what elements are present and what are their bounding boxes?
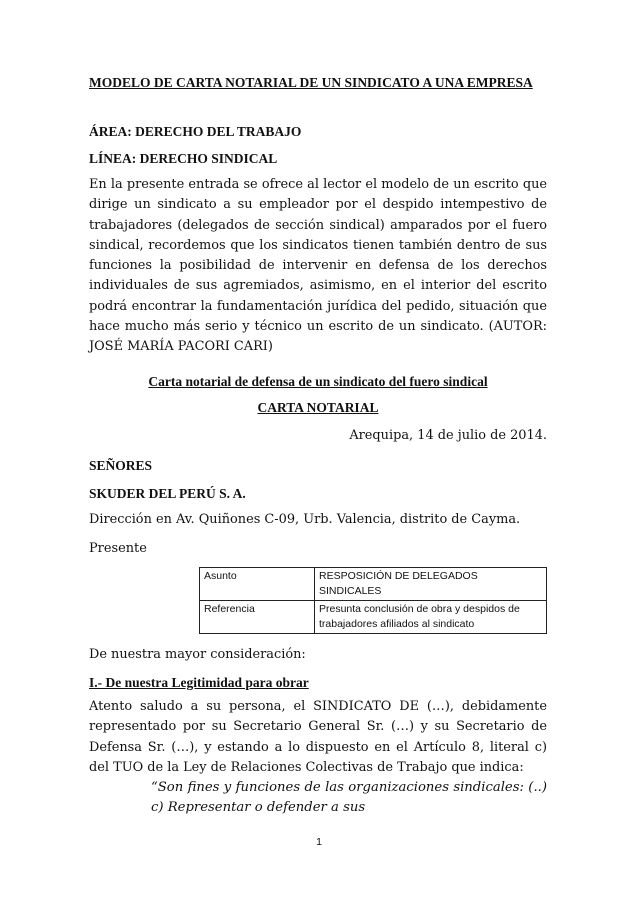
company-name: SKUDER DEL PERÚ S. A.: [89, 486, 246, 501]
referencia-value: Presunta conclusión de obra y despidos de trabajadores afiliados al sindicato: [315, 601, 547, 634]
date-line: Arequipa, 14 de julio de 2014.: [349, 428, 547, 443]
presente-line: Presente: [89, 541, 147, 556]
legal-quote: “Son fines y funciones de las organizaciones sindicales: (..) c) Representar o defender a sus: [151, 780, 547, 815]
table-row: [200, 568, 547, 601]
asunto-label: Asunto: [200, 568, 315, 601]
table-row: [200, 601, 547, 634]
reference-table: [199, 567, 547, 634]
linea-line: LÍNEA: DERECHO SINDICAL: [89, 151, 278, 166]
area-line: ÁREA: DERECHO DEL TRABAJO: [89, 124, 302, 139]
recipient-salutation: SEÑORES: [89, 458, 153, 473]
letter-title: CARTA NOTARIAL: [257, 400, 379, 415]
page-number: 1: [316, 836, 322, 848]
company-address: Dirección en Av. Quiñones C-09, Urb. Valencia, distrito de Cayma.: [89, 512, 521, 527]
section1-paragraph: Atento saludo a su persona, el SINDICATO DE (…), debidamente representado por su Secretario General Sr. (…) y su Secretario de Defensa Sr. (…), y estando a lo dispuesto en el Artículo 8, literal c) del TUO de la Ley de Relaciones Colectivas de Trabajo que indica:: [89, 699, 547, 775]
asunto-value: RESPOSICIÓN DE DELEGADOS SINDICALES: [315, 568, 547, 601]
referencia-label: Referencia: [200, 601, 315, 634]
document-title: MODELO DE CARTA NOTARIAL DE UN SINDICATO A UNA EMPRESA: [89, 75, 533, 90]
greeting-line: De nuestra mayor consideración:: [89, 647, 306, 662]
section1-heading: I.- De nuestra Legitimidad para obrar: [89, 675, 309, 690]
letter-heading: Carta notarial de defensa de un sindicato del fuero sindical: [148, 374, 488, 389]
intro-paragraph: En la presente entrada se ofrece al lector el modelo de un escrito que dirige un sindicato a su empleador por el despido intempestivo de trabajadores (delegados de sección sindical) amparados por el fuero sindical, recordemos que los sindicatos tienen también dentro de sus funciones la posibilidad de intervenir en defensa de los derechos individuales de sus agremiados, asimismo, en el interior del escrito podrá encontrar la fundamentación jurídica del pedido, situación que hace mucho más serio y técnico un escrito de un sindicato. (AUTOR: JOSÉ MARÍA PACORI CARI): [89, 177, 547, 355]
